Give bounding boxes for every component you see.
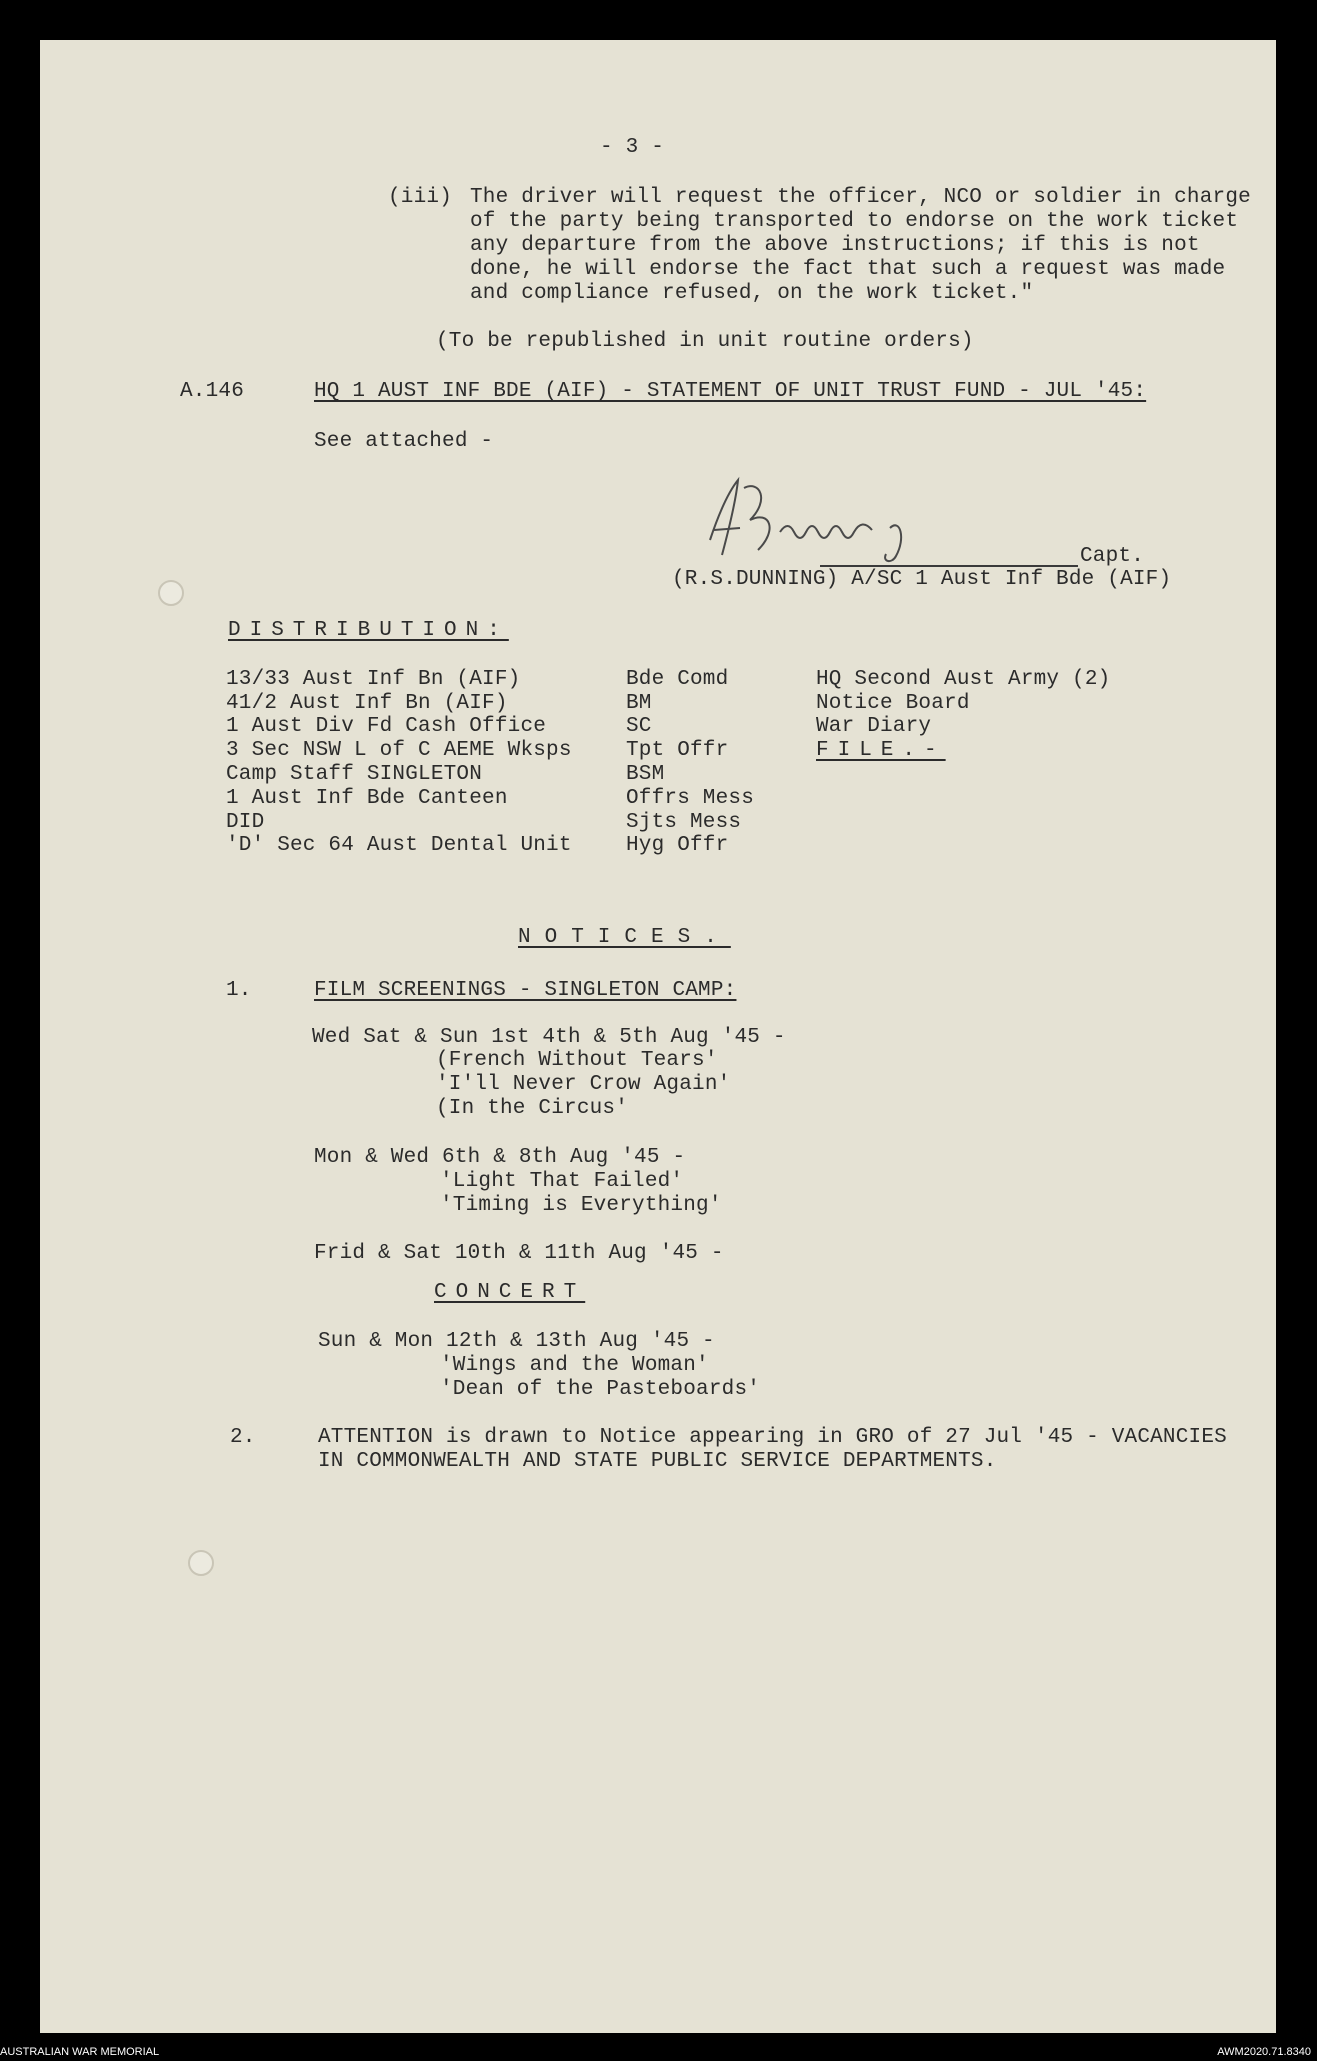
signature-line: [820, 565, 1078, 567]
notice-line: ATTENTION is drawn to Notice appearing in GRO of 27 Jul '45 - VACANCIES: [318, 1426, 1227, 1449]
screening-date: Sun & Mon 12th & 13th Aug '45 -: [318, 1330, 715, 1353]
notice-number: 1.: [226, 979, 252, 1002]
distribution-col1-item: DID: [226, 811, 265, 834]
film-title: 'Light That Failed': [440, 1170, 684, 1193]
film-title: 'Dean of the Pasteboards': [440, 1378, 761, 1401]
distribution-col2-item: Hyg Offr: [626, 834, 729, 857]
screening-date: Frid & Sat 10th & 11th Aug '45 -: [314, 1242, 724, 1265]
distribution-heading: DISTRIBUTION:: [228, 619, 509, 642]
section-body: See attached -: [314, 430, 494, 453]
film-title: 'I'll Never Crow Again': [436, 1073, 731, 1096]
notice-number: 2.: [230, 1426, 256, 1449]
item-iii-line: of the party being transported to endorse on the work ticket: [470, 210, 1239, 233]
notices-heading: NOTICES.: [518, 926, 731, 949]
section-number: A.146: [180, 380, 245, 403]
distribution-col1-item: 1 Aust Div Fd Cash Office: [226, 715, 547, 738]
section-heading: HQ 1 AUST INF BDE (AIF) - STATEMENT OF UNIT TRUST FUND - JUL '45:: [314, 380, 1147, 403]
signature-name: (R.S.DUNNING) A/SC 1 Aust Inf Bde (AIF): [672, 568, 1172, 591]
screening-date: Wed Sat & Sun 1st 4th & 5th Aug '45 -: [312, 1026, 786, 1049]
signature-rank: Capt.: [1080, 545, 1145, 568]
footer-left: AUSTRALIAN WAR MEMORIAL: [0, 2046, 160, 2058]
distribution-col1-item: 'D' Sec 64 Aust Dental Unit: [226, 834, 572, 857]
punch-hole: [158, 580, 184, 606]
signature: [700, 470, 950, 580]
film-title: (In the Circus': [436, 1097, 629, 1120]
distribution-col2-item: SC: [626, 715, 652, 738]
item-iii-marker: (iii): [388, 186, 453, 209]
film-title: 'Timing is Everything': [440, 1194, 722, 1217]
film-title: (French Without Tears': [436, 1049, 718, 1072]
film-title: 'Wings and the Woman': [440, 1354, 709, 1377]
distribution-file: FILE.-: [816, 739, 946, 762]
distribution-col3-item: Notice Board: [816, 692, 970, 715]
item-iii-line: any departure from the above instructions; if this is not: [470, 234, 1200, 257]
distribution-col3-item: HQ Second Aust Army (2): [816, 668, 1111, 691]
distribution-col2-item: Tpt Offr: [626, 739, 729, 762]
item-iii-line: and compliance refused, on the work ticket.": [470, 282, 1034, 305]
distribution-col3-item: War Diary: [816, 715, 932, 738]
distribution-col2-item: BSM: [626, 763, 665, 786]
notice-heading: FILM SCREENINGS - SINGLETON CAMP:: [314, 979, 737, 1002]
distribution-col1-item: Camp Staff SINGLETON: [226, 763, 483, 786]
concert-heading: CONCERT: [434, 1281, 586, 1304]
notice-line: IN COMMONWEALTH AND STATE PUBLIC SERVICE DEPARTMENTS.: [318, 1450, 997, 1473]
item-iii-line: done, he will endorse the fact that such a request was made: [470, 258, 1226, 281]
item-iii-line: The driver will request the officer, NCO or soldier in charge: [470, 186, 1251, 209]
distribution-col2-item: Offrs Mess: [626, 787, 755, 810]
distribution-col1-item: 3 Sec NSW L of C AEME Wksps: [226, 739, 572, 762]
page-number: - 3 -: [600, 136, 665, 159]
distribution-col2-item: BM: [626, 692, 652, 715]
punch-hole: [188, 1550, 214, 1576]
distribution-col1-item: 41/2 Aust Inf Bn (AIF): [226, 692, 508, 715]
distribution-col1-item: 1 Aust Inf Bde Canteen: [226, 787, 508, 810]
distribution-col2-item: Bde Comd: [626, 668, 729, 691]
screening-date: Mon & Wed 6th & 8th Aug '45 -: [314, 1146, 686, 1169]
distribution-col2-item: Sjts Mess: [626, 811, 742, 834]
footer-right: AWM2020.71.8340: [1217, 2046, 1311, 2058]
republish-note: (To be republished in unit routine orders): [436, 330, 974, 353]
distribution-col1-item: 13/33 Aust Inf Bn (AIF): [226, 668, 521, 691]
